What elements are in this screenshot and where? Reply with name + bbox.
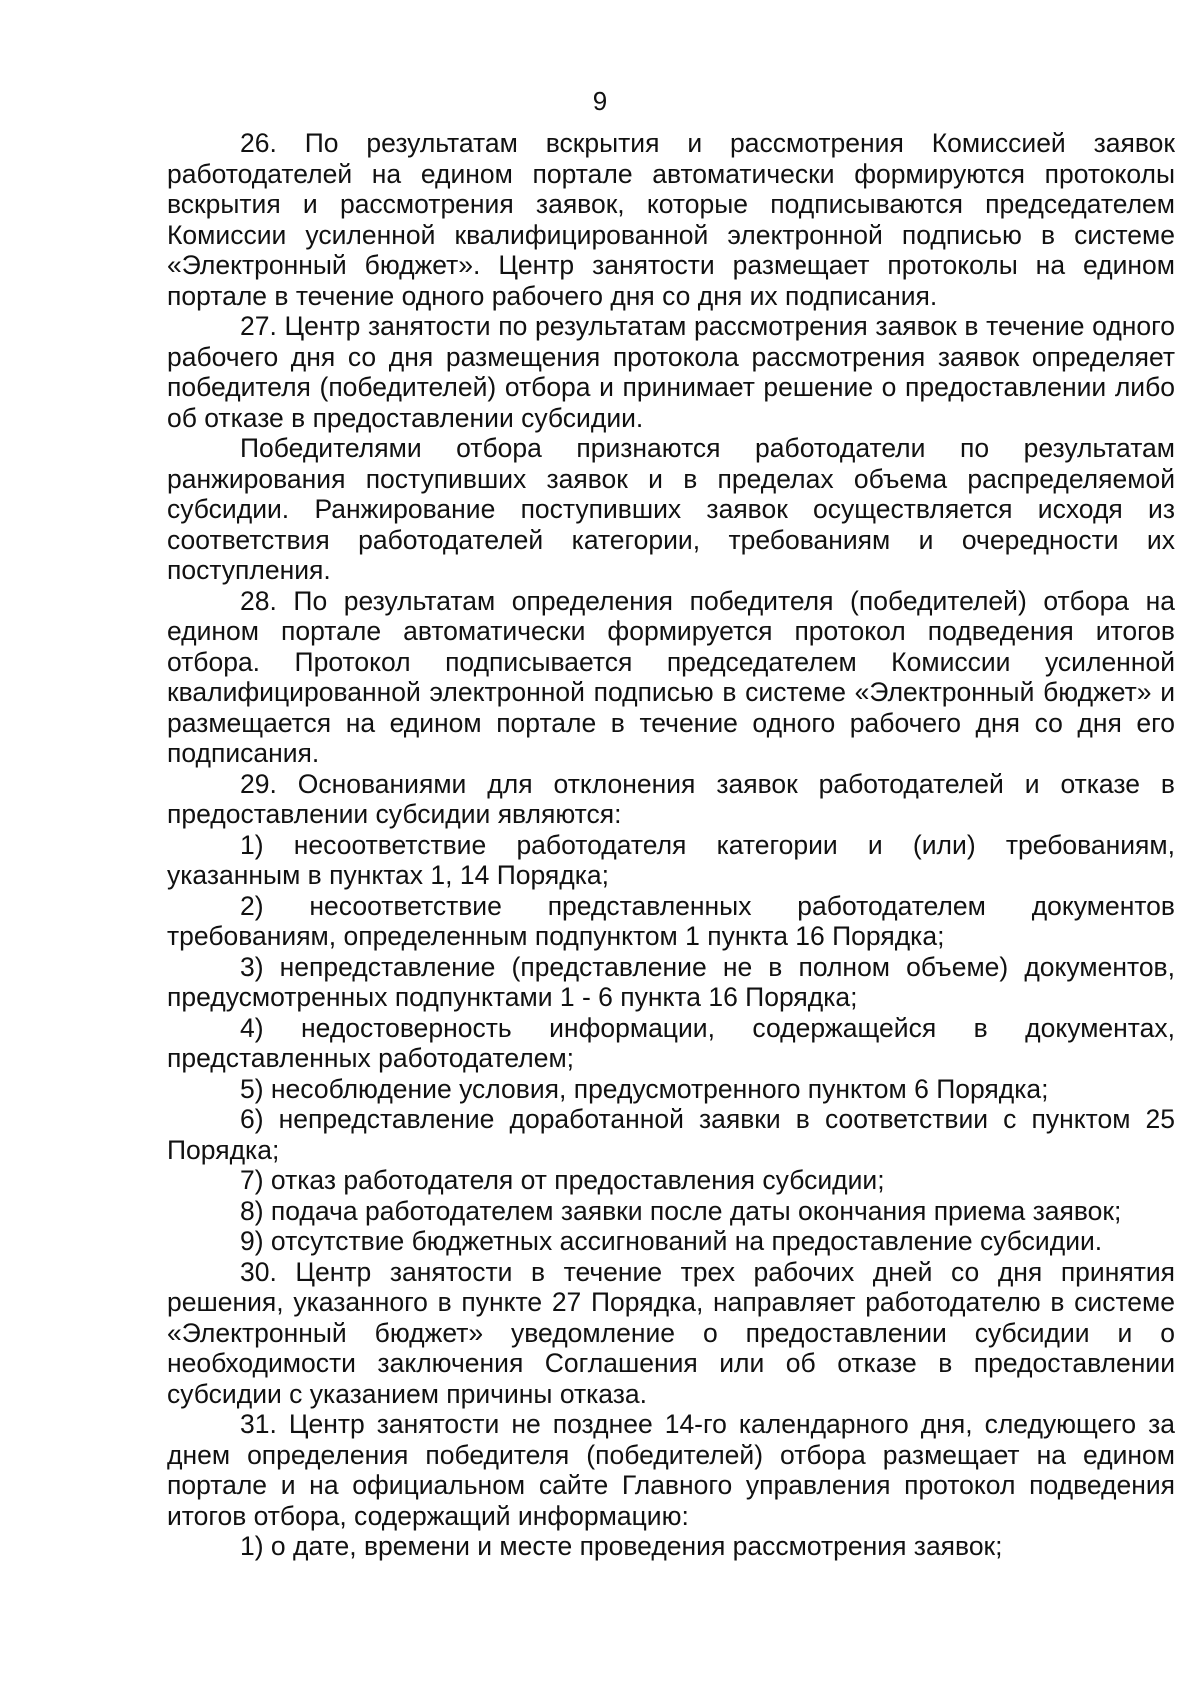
list-item-29-9: 9) отсутствие бюджетных ассигнований на предоставление субсидии. [240,1226,1103,1256]
list-item-29-7: 7) отказ работодателя от предоставления субсидии; [240,1165,885,1195]
list-item-29-2: 2) несоответствие представленных работодателем документов требованиям, определенным подпунктом 1 пункта 16 Порядка; [167,890,1175,951]
document-body [167,128,1175,1562]
list-item-29-8: 8) подача работодателем заявки после даты окончания приема заявок; [240,1195,1122,1226]
list-item-29-6: 6) непредставление доработанной заявки в соответствии с пунктом 25 Порядка; [167,1104,1175,1165]
paragraph-26: 26. По результатам вскрытия и рассмотрения Комиссией заявок работодателей на едином портале автоматически формируются протоколы вскрытия и рассмотрения заявок, которые подписываются председателем Комиссии усиленной квалифицированной электронной подписью в системе «Электронный бюджет». Центр занятости размещает протоколы на едином портале в течение одного рабочего дня со дня их подписания. [167,128,1175,311]
page-number: 9 [592,86,608,116]
list-item-29-3: 3) непредставление (представление не в полном объеме) документов, предусмотренных подпунктами 1 - 6 пункта 16 Порядка; [167,951,1175,1012]
paragraph-30: 30. Центр занятости в течение трех рабочих дней со дня принятия решения, указанного в пункте 27 Порядка, направляет работодателю в системе «Электронный бюджет» уведомление о предоставлении субсидии и о необходимости заключения Соглашения или об отказе в предоставлении субсидии с указанием причины отказа. [167,1256,1175,1409]
paragraph-29: 29. Основаниями для отклонения заявок работодателей и отказе в предоставлении субсидии являются: [167,768,1175,829]
paragraph-winners: Победителями отбора признаются работодатели по результатам ранжирования поступивших заявок и в пределах объема распределяемой субсидии. Ранжирование поступивших заявок осуществляется исходя из соответствия работодателей категории, требованиям и очередности их поступления. [167,433,1175,585]
list-item-29-1: 1) несоответствие работодателя категории и (или) требованиям, указанным в пунктах 1, 14 Порядка; [167,829,1175,890]
paragraph-28: 28. По результатам определения победителя (победителей) отбора на едином портале автоматически формируется протокол подведения итогов отбора. Протокол подписывается председателем Комиссии усиленной квалифицированной электронной подписью в системе «Электронный бюджет» и размещается на едином портале в течение одного рабочего дня со дня его подписания. [167,585,1175,768]
list-item-29-4: 4) недостоверность информации, содержащейся в документах, представленных работодателем; [167,1012,1175,1073]
list-item-29-5: 5) несоблюдение условия, предусмотренного пунктом 6 Порядка; [240,1073,1049,1104]
paragraph-27: 27. Центр занятости по результатам рассмотрения заявок в течение одного рабочего дня со дня размещения протокола рассмотрения заявок определяет победителя (победителей) отбора и принимает решение о предоставлении либо об отказе в предоставлении субсидии. [167,311,1175,433]
list-item-31-1: 1) о дате, времени и месте проведения рассмотрения заявок; [240,1531,1003,1561]
paragraph-31: 31. Центр занятости не позднее 14-го календарного дня, следующего за днем определения победителя (победителей) отбора размещает на едином портале и на официальном сайте Главного управления протокол подведения итогов отбора, содержащий информацию: [167,1409,1175,1531]
